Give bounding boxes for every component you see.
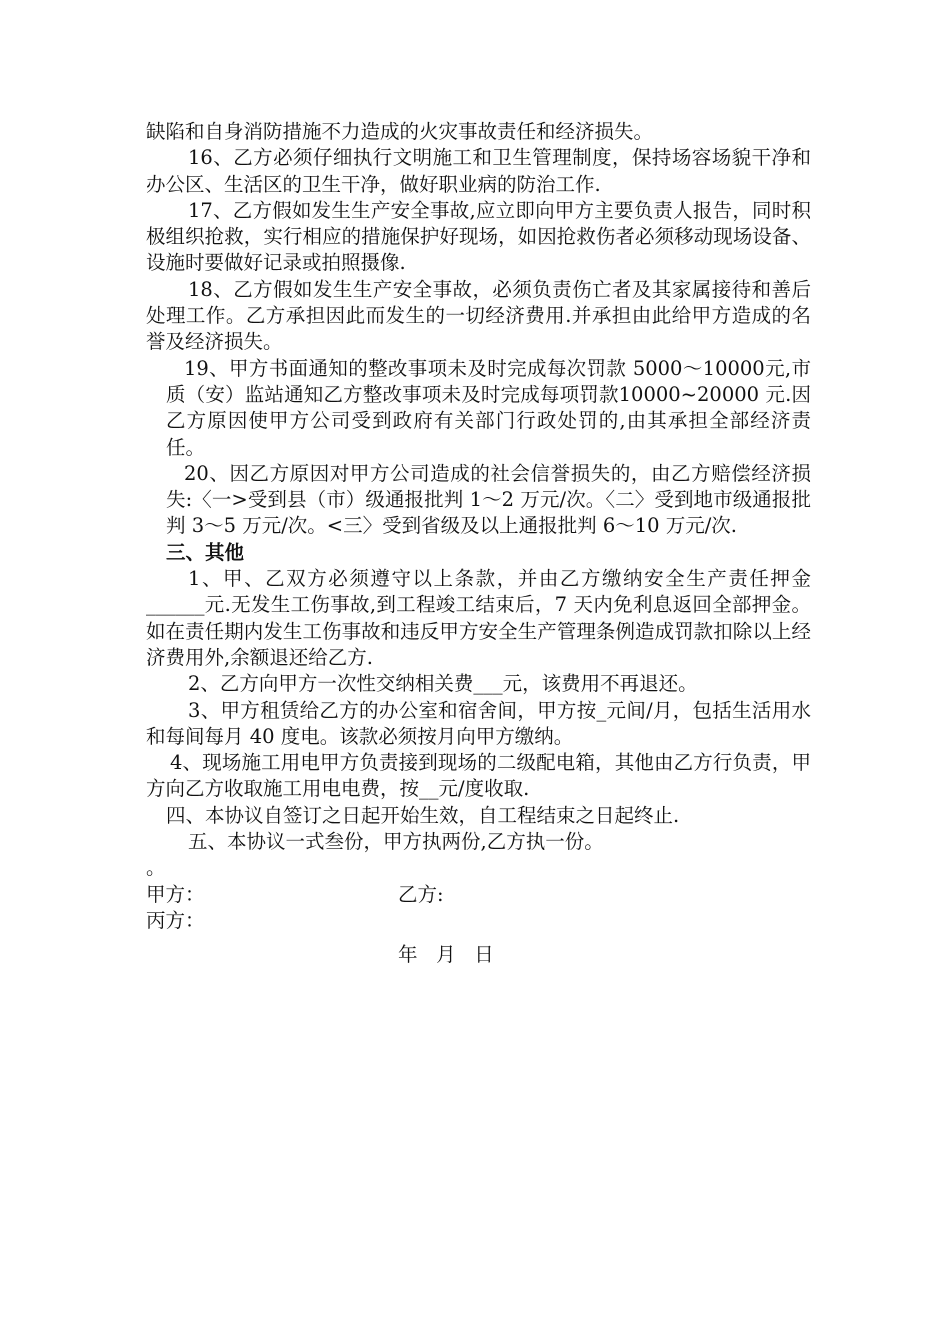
section-five: 五、本协议一式叁份，甲方执两份,乙方执一份。 [188, 830, 604, 854]
signature-row-c [146, 908, 811, 934]
clause-15-tail: 缺陷和自身消防措施不力造成的火灾事故责任和经济损失。 [146, 120, 654, 143]
clause-17: 17、乙方假如发生生产安全事故,应立即向甲方主要负责人报告，同时积极组织抢救，实行相应的措施保护好现场，如因抢救伤者必须移动现场设备、设施时要做好记录或拍照摄像. [146, 198, 811, 275]
signature-row-ab [146, 882, 811, 908]
section-three-heading: 三、其他 [166, 540, 245, 564]
clause-19: 19、甲方书面通知的整改事项未及时完成每次罚款 5000～10000元,市质（安）监站通知乙方整改事项未及时完成每项罚款10000~20000 元.因乙方原因使甲方公司受到政府有关部门行政处罚的,由其承担全部经济责任。 [166, 356, 811, 459]
date-row [146, 942, 811, 972]
signing-date-label: 年 月 日 [398, 943, 494, 967]
clause-18: 18、乙方假如发生生产安全事故，必须负责伤亡者及其家属接待和善后处理工作。乙方承担因此而发生的一切经济费用.并承担由此给甲方造成的名誉及经济损失。 [146, 277, 811, 354]
clause-16: 16、乙方必须仔细执行文明施工和卫生管理制度，保持场容场貌干净和办公区、生活区的卫生干净，做好职业病的防治工作. [146, 146, 811, 196]
section-four: 四、本协议自签订之日起开始生效，自工程结束之日起终止. [166, 803, 680, 827]
party-c-signature-label: 丙方： [146, 908, 205, 932]
section-three-item-3: 3、甲方租赁给乙方的办公室和宿舍间，甲方按_元间/月，包括生活用水和每间每月 40 度电。该款必须按月向甲方缴纳。 [146, 698, 811, 748]
section-three-item-4: 4、现场施工用电甲方负责接到现场的二级配电箱，其他由乙方行负责，甲方向乙方收取施工用电电费，按__元/度收取. [146, 751, 811, 801]
section-three-item-2: 2、乙方向甲方一次性交纳相关费___元，该费用不再退还。 [188, 672, 698, 696]
contract-body [146, 119, 811, 972]
party-b-signature-label: 乙方: [398, 882, 444, 906]
party-a-signature-label: 甲方： [146, 882, 205, 906]
section-three-item-1: 1、甲、乙双方必须遵守以上条款，并由乙方缴纳安全生产责任押金______元.无发生工伤事故,到工程竣工结束后，7 天内免利息返回全部押金。如在责任期内发生工伤事故和违反甲方安全生产管理条例造成罚款扣除以上经济费用外,余额退还给乙方. [146, 567, 811, 669]
clause-20: 20、因乙方原因对甲方公司造成的社会信誉损失的，由乙方赔偿经济损失:〈一>受到县（市）级通报批判 1～2 万元/次。〈二〉受到地市级通报批判 3～5 万元/次。<三〉受到省级及以上通报批判 6～10 万元/次. [166, 461, 811, 538]
stray-punctuation: 。 [146, 856, 166, 880]
